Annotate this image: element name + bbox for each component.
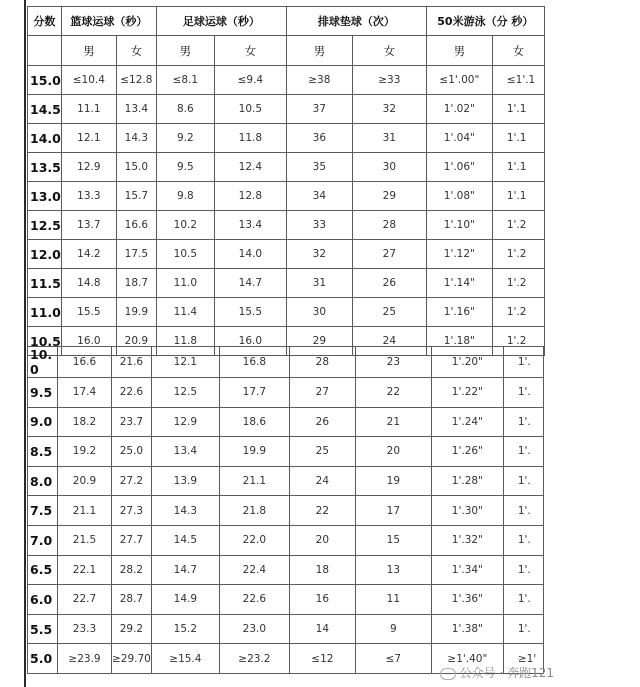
swim-female-cell: 1'.2 (492, 298, 544, 327)
page-left-edge (24, 0, 26, 687)
score-cell: 6.5 (28, 555, 58, 585)
score-cell: 13.0 (28, 182, 62, 211)
football-female-cell: 17.7 (219, 378, 289, 408)
volleyball-male-cell: 37 (286, 95, 352, 124)
football-male-cell: ≤8.1 (156, 66, 214, 95)
table-row (28, 437, 544, 467)
basketball-female-cell: 20.9 (116, 327, 156, 356)
football-female-cell: 21.8 (219, 496, 289, 526)
football-male-cell: 10.5 (156, 240, 214, 269)
football-female-cell: ≤9.4 (214, 66, 286, 95)
score-cell: 9.0 (28, 407, 58, 437)
football-male-cell: 13.4 (151, 437, 219, 467)
volleyball-female-cell: 13 (355, 555, 431, 585)
swim-female-cell: 1'. (503, 525, 543, 555)
football-female-cell: 23.0 (219, 614, 289, 644)
watermark-text: 公众号 · 奔跑121 (459, 666, 554, 680)
football-female-cell: 16.0 (214, 327, 286, 356)
swim-male-cell: 1'.36" (431, 585, 503, 615)
score-cell: 11.5 (28, 269, 62, 298)
basketball-female-cell: 27.7 (112, 525, 152, 555)
football-female-cell: 14.7 (214, 269, 286, 298)
volleyball-male-cell: 24 (289, 466, 355, 496)
volleyball-female-cell: 23 (355, 347, 431, 378)
table-row (28, 347, 544, 378)
football-male-cell: 12.5 (151, 378, 219, 408)
swim-female-cell: 1'. (503, 496, 543, 526)
score-cell: 12.0 (28, 240, 62, 269)
score-cell: 14.5 (28, 95, 62, 124)
table-row (28, 466, 544, 496)
basketball-male-cell: 11.1 (61, 95, 116, 124)
volleyball-female-cell: 24 (352, 327, 426, 356)
basketball-female-cell: 27.3 (112, 496, 152, 526)
football-female-cell: 14.0 (214, 240, 286, 269)
swim-female-cell: 1'.2 (492, 327, 544, 356)
swim-female-cell: 1'. (503, 347, 543, 378)
score-cell: 8.5 (28, 437, 58, 467)
football-male-cell: 14.9 (151, 585, 219, 615)
table-row (28, 182, 545, 211)
gender-blank (28, 36, 62, 66)
basketball-female-cell: 21.6 (112, 347, 152, 378)
basketball-female-cell: 14.3 (116, 124, 156, 153)
volleyball-male-cell: 31 (286, 269, 352, 298)
football-male-cell: ≥15.4 (151, 644, 219, 674)
basketball-female-cell: 19.9 (116, 298, 156, 327)
swim-header: 50米游泳（分 秒） (426, 7, 544, 36)
football-male-cell: 11.4 (156, 298, 214, 327)
header-row (28, 7, 545, 36)
basketball-female-cell: 22.6 (112, 378, 152, 408)
swim-female-cell: 1'. (503, 466, 543, 496)
basketball-female-cell: 16.6 (116, 211, 156, 240)
football-female-cell: 21.1 (219, 466, 289, 496)
football-female-cell: 12.4 (214, 153, 286, 182)
football-female-cell: 18.6 (219, 407, 289, 437)
football-male-cell: 14.5 (151, 525, 219, 555)
volleyball-female-cell: 22 (355, 378, 431, 408)
volleyball-female-cell: 20 (355, 437, 431, 467)
volleyball-male-cell: 20 (289, 525, 355, 555)
basketball-male-cell: ≤10.4 (61, 66, 116, 95)
football-female-cell: 15.5 (214, 298, 286, 327)
swim-female-cell: 1'.2 (492, 240, 544, 269)
table-row (28, 407, 544, 437)
table-row (28, 240, 545, 269)
football-female-cell: 22.4 (219, 555, 289, 585)
basketball-male-cell: 16.6 (58, 347, 112, 378)
basketball-male-cell: 22.1 (58, 555, 112, 585)
swim-female-cell: 1'.2 (492, 211, 544, 240)
table-row (28, 496, 544, 526)
swim-female-cell: 1'.1 (492, 124, 544, 153)
swim-female-cell: ≥1' (503, 644, 543, 674)
volleyball-male-cell: 26 (289, 407, 355, 437)
swim-female-cell: 1'. (503, 407, 543, 437)
volleyball-header: 排球垫球（次） (286, 7, 426, 36)
football-male-cell: 9.8 (156, 182, 214, 211)
volleyball-female-cell: 29 (352, 182, 426, 211)
basketball-male-cell: ≥23.9 (58, 644, 112, 674)
swim-male-cell: 1'.08" (426, 182, 492, 211)
table-row (28, 95, 545, 124)
volleyball-female-cell: 11 (355, 585, 431, 615)
volleyball-male-cell: 27 (289, 378, 355, 408)
swim-male-cell: 1'.34" (431, 555, 503, 585)
basketball-male-cell: 13.3 (61, 182, 116, 211)
basketball-female-cell: 29.2 (112, 614, 152, 644)
volleyball-female-cell: 26 (352, 269, 426, 298)
score-cell: 12.5 (28, 211, 62, 240)
basketball-male-cell: 12.1 (61, 124, 116, 153)
volleyball-male-cell: 34 (286, 182, 352, 211)
volleyball-male-cell: 25 (289, 437, 355, 467)
swim-female-cell: 1'.1 (492, 95, 544, 124)
swim-male-cell: ≤1'.00" (426, 66, 492, 95)
football-female-cell: 13.4 (214, 211, 286, 240)
volleyball-male-cell: 33 (286, 211, 352, 240)
basketball-female-cell: 27.2 (112, 466, 152, 496)
score-cell: 6.0 (28, 585, 58, 615)
table-row (28, 269, 545, 298)
volleyball-female-cell: 28 (352, 211, 426, 240)
swim-male-header: 男 (426, 36, 492, 66)
volleyball-female-cell: 19 (355, 466, 431, 496)
swim-female-cell: 1'. (503, 555, 543, 585)
football-male-cell: 9.5 (156, 153, 214, 182)
swim-female-cell: 1'.2 (492, 269, 544, 298)
basketball-male-cell: 22.7 (58, 585, 112, 615)
volleyball-male-cell: ≥38 (286, 66, 352, 95)
football-female-cell: 12.8 (214, 182, 286, 211)
score-cell: 7.5 (28, 496, 58, 526)
football-male-header: 男 (156, 36, 214, 66)
swim-male-cell: 1'.20" (431, 347, 503, 378)
basketball-female-cell: ≥29.70 (112, 644, 152, 674)
basketball-female-cell: 28.7 (112, 585, 152, 615)
basketball-female-cell: 25.0 (112, 437, 152, 467)
football-female-cell: 19.9 (219, 437, 289, 467)
football-male-cell: 12.1 (151, 347, 219, 378)
swim-female-header: 女 (492, 36, 544, 66)
score-cell: 15.0 (28, 66, 62, 95)
swim-male-cell: 1'.26" (431, 437, 503, 467)
score-cell: 10. 0 (28, 347, 58, 378)
score-cell: 11.0 (28, 298, 62, 327)
football-male-cell: 15.2 (151, 614, 219, 644)
football-female-header: 女 (214, 36, 286, 66)
football-male-cell: 9.2 (156, 124, 214, 153)
volleyball-female-cell: ≥33 (352, 66, 426, 95)
volleyball-male-cell: 28 (289, 347, 355, 378)
football-female-cell: ≥23.2 (219, 644, 289, 674)
basketball-male-cell: 21.5 (58, 525, 112, 555)
swim-female-cell: ≤1'.1 (492, 66, 544, 95)
swim-male-cell: 1'.24" (431, 407, 503, 437)
basketball-male-cell: 15.5 (61, 298, 116, 327)
score-cell: 13.5 (28, 153, 62, 182)
football-male-cell: 12.9 (151, 407, 219, 437)
football-female-cell: 22.0 (219, 525, 289, 555)
basketball-male-header: 男 (61, 36, 116, 66)
football-male-cell: 13.9 (151, 466, 219, 496)
volleyball-female-cell: 32 (352, 95, 426, 124)
score-cell: 14.0 (28, 124, 62, 153)
basketball-male-cell: 17.4 (58, 378, 112, 408)
watermark (440, 664, 554, 681)
basketball-male-cell: 14.8 (61, 269, 116, 298)
swim-male-cell: 1'.38" (431, 614, 503, 644)
score-cell: 5.0 (28, 644, 58, 674)
volleyball-female-cell: 21 (355, 407, 431, 437)
football-header: 足球运球（秒） (156, 7, 286, 36)
score-cell: 9.5 (28, 378, 58, 408)
volleyball-male-cell: 32 (286, 240, 352, 269)
basketball-female-cell: ≤12.8 (116, 66, 156, 95)
volleyball-male-cell: 22 (289, 496, 355, 526)
football-male-cell: 11.8 (156, 327, 214, 356)
score-cell: 7.0 (28, 525, 58, 555)
gender-row (28, 36, 545, 66)
volleyball-female-cell: 25 (352, 298, 426, 327)
basketball-male-cell: 21.1 (58, 496, 112, 526)
score-header: 分数 (28, 7, 62, 36)
football-female-cell: 11.8 (214, 124, 286, 153)
basketball-male-cell: 12.9 (61, 153, 116, 182)
volleyball-male-cell: 30 (286, 298, 352, 327)
football-female-cell: 22.6 (219, 585, 289, 615)
score-table-upper (27, 6, 545, 356)
swim-female-cell: 1'.1 (492, 153, 544, 182)
wechat-icon (440, 668, 456, 680)
table-row (28, 66, 545, 95)
basketball-male-cell: 16.0 (61, 327, 116, 356)
score-cell: 10.5 (28, 327, 62, 356)
basketball-male-cell: 14.2 (61, 240, 116, 269)
basketball-female-cell: 18.7 (116, 269, 156, 298)
football-male-cell: 14.3 (151, 496, 219, 526)
football-female-cell: 10.5 (214, 95, 286, 124)
swim-male-cell: 1'.02" (426, 95, 492, 124)
football-male-cell: 8.6 (156, 95, 214, 124)
score-cell: 8.0 (28, 466, 58, 496)
basketball-header: 篮球运球（秒） (61, 7, 156, 36)
swim-male-cell: 1'.12" (426, 240, 492, 269)
basketball-male-cell: 20.9 (58, 466, 112, 496)
swim-female-cell: 1'.1 (492, 182, 544, 211)
swim-male-cell: 1'.30" (431, 496, 503, 526)
swim-male-cell: 1'.18" (426, 327, 492, 356)
basketball-male-cell: 13.7 (61, 211, 116, 240)
volleyball-male-cell: 29 (286, 327, 352, 356)
basketball-female-cell: 15.7 (116, 182, 156, 211)
table-row (28, 124, 545, 153)
table-row (28, 153, 545, 182)
table-row (28, 378, 544, 408)
football-male-cell: 11.0 (156, 269, 214, 298)
table-row (28, 525, 544, 555)
basketball-female-cell: 13.4 (116, 95, 156, 124)
volleyball-female-cell: 31 (352, 124, 426, 153)
swim-male-cell: 1'.28" (431, 466, 503, 496)
volleyball-male-cell: ≤12 (289, 644, 355, 674)
basketball-female-cell: 17.5 (116, 240, 156, 269)
swim-male-cell: 1'.22" (431, 378, 503, 408)
swim-male-cell: 1'.04" (426, 124, 492, 153)
swim-male-cell: 1'.06" (426, 153, 492, 182)
volleyball-female-cell: 9 (355, 614, 431, 644)
volleyball-male-cell: 35 (286, 153, 352, 182)
swim-female-cell: 1'. (503, 378, 543, 408)
table-row (28, 585, 544, 615)
volleyball-female-cell: 27 (352, 240, 426, 269)
volleyball-male-header: 男 (286, 36, 352, 66)
score-table-lower (27, 346, 544, 674)
football-male-cell: 14.7 (151, 555, 219, 585)
volleyball-female-header: 女 (352, 36, 426, 66)
volleyball-female-cell: 15 (355, 525, 431, 555)
swim-male-cell: 1'.32" (431, 525, 503, 555)
basketball-male-cell: 18.2 (58, 407, 112, 437)
basketball-female-cell: 23.7 (112, 407, 152, 437)
volleyball-male-cell: 18 (289, 555, 355, 585)
table-row (28, 614, 544, 644)
volleyball-male-cell: 14 (289, 614, 355, 644)
table-row (28, 298, 545, 327)
volleyball-female-cell: ≤7 (355, 644, 431, 674)
volleyball-male-cell: 16 (289, 585, 355, 615)
football-female-cell: 16.8 (219, 347, 289, 378)
swim-male-cell: 1'.10" (426, 211, 492, 240)
volleyball-female-cell: 30 (352, 153, 426, 182)
volleyball-male-cell: 36 (286, 124, 352, 153)
swim-female-cell: 1'. (503, 614, 543, 644)
basketball-female-cell: 15.0 (116, 153, 156, 182)
basketball-male-cell: 23.3 (58, 614, 112, 644)
basketball-female-cell: 28.2 (112, 555, 152, 585)
swim-female-cell: 1'. (503, 437, 543, 467)
football-male-cell: 10.2 (156, 211, 214, 240)
basketball-male-cell: 19.2 (58, 437, 112, 467)
swim-female-cell: 1'. (503, 585, 543, 615)
swim-male-cell: 1'.14" (426, 269, 492, 298)
table-row (28, 211, 545, 240)
table-row (28, 555, 544, 585)
swim-male-cell: 1'.16" (426, 298, 492, 327)
score-cell: 5.5 (28, 614, 58, 644)
swim-male-cell: ≥1'.40" (431, 644, 503, 674)
volleyball-female-cell: 17 (355, 496, 431, 526)
basketball-female-header: 女 (116, 36, 156, 66)
